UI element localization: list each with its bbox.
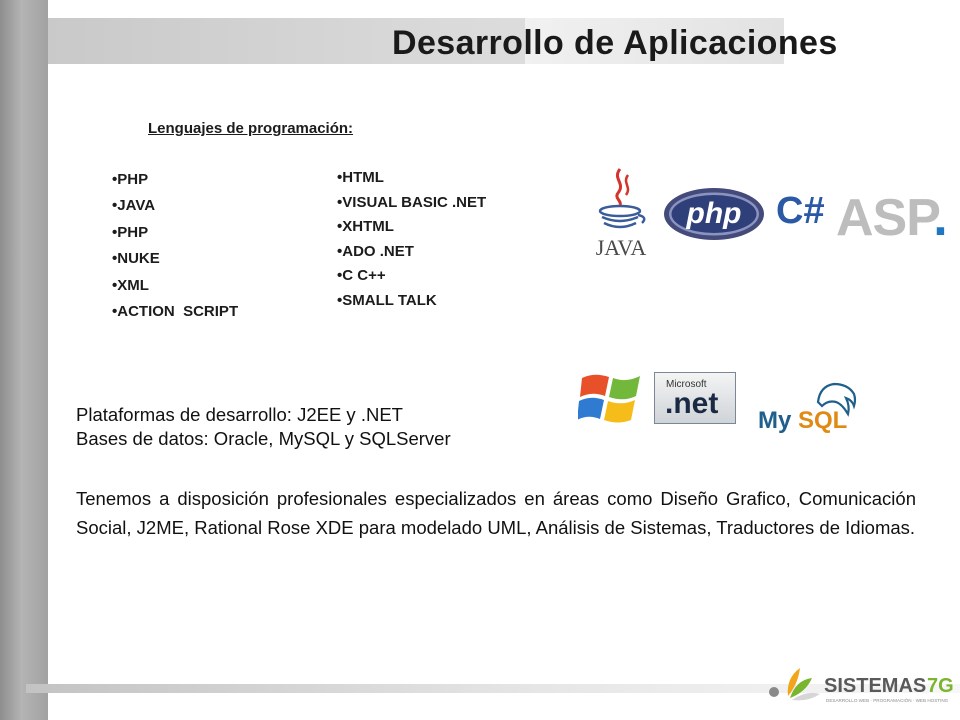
left-decorative-bar (0, 0, 48, 720)
languages-list-2 (337, 166, 567, 313)
databases-line: Bases de datos: Oracle, MySQL y SQLServer (76, 428, 451, 449)
php-logo-text: php (686, 197, 742, 230)
language-item: • JAVA (112, 193, 238, 219)
windows-logo (578, 368, 644, 428)
dotnet-logo (654, 372, 736, 424)
language-item: • PHP (112, 220, 238, 246)
csharp-logo: C# (776, 190, 825, 232)
languages-heading: Lenguajes de programación: (148, 120, 354, 137)
description-paragraph: Tenemos a disposición profesionales especializados en áreas como Diseño Grafico, Comunicación Social, J2ME, Rational Rose XDE para modelado UML, Análisis de Sistemas, Traductores de Idiomas. (76, 488, 916, 538)
language-item: • ADO .NET (337, 240, 567, 265)
language-item: • HTML (337, 166, 567, 191)
company-number: 7G (927, 675, 954, 697)
company-name: SISTEMAS (824, 675, 927, 697)
language-item: • VISUAL BASIC .NET (337, 191, 567, 216)
mysql-logo (756, 378, 866, 434)
platforms-line: Plataformas de desarrollo: J2EE y .NET (76, 404, 403, 425)
dotnet-logo-text: .net (665, 387, 719, 420)
platform-info (76, 403, 451, 451)
language-item: • ACTION SCRIPT (112, 299, 238, 325)
language-item: • XHTML (337, 215, 567, 240)
php-logo (662, 186, 766, 242)
dotnet-logo-microsoft: Microsoft (666, 379, 707, 390)
java-logo (590, 165, 652, 265)
language-item: • C C++ (337, 264, 567, 289)
slide-title: Desarrollo de Aplicaciones (392, 24, 838, 62)
language-item: • PHP (112, 167, 238, 193)
asp-logo-text: ASP (836, 189, 934, 247)
sistemas-7g-logo (766, 650, 956, 720)
java-logo-text: JAVA (595, 235, 647, 260)
asp-logo-dot: . (933, 189, 947, 247)
language-item: • SMALL TALK (337, 289, 567, 314)
language-item: • NUKE (112, 246, 238, 272)
company-tagline: DESARROLLO WEB · PROGRAMACIÓN · WEB HOSTING (826, 698, 949, 703)
languages-list-1 (112, 167, 238, 325)
mysql-logo-my: My (758, 407, 792, 434)
mysql-logo-sql: SQL (798, 407, 848, 434)
asp-logo (836, 188, 947, 248)
language-item: • XML (112, 273, 238, 299)
